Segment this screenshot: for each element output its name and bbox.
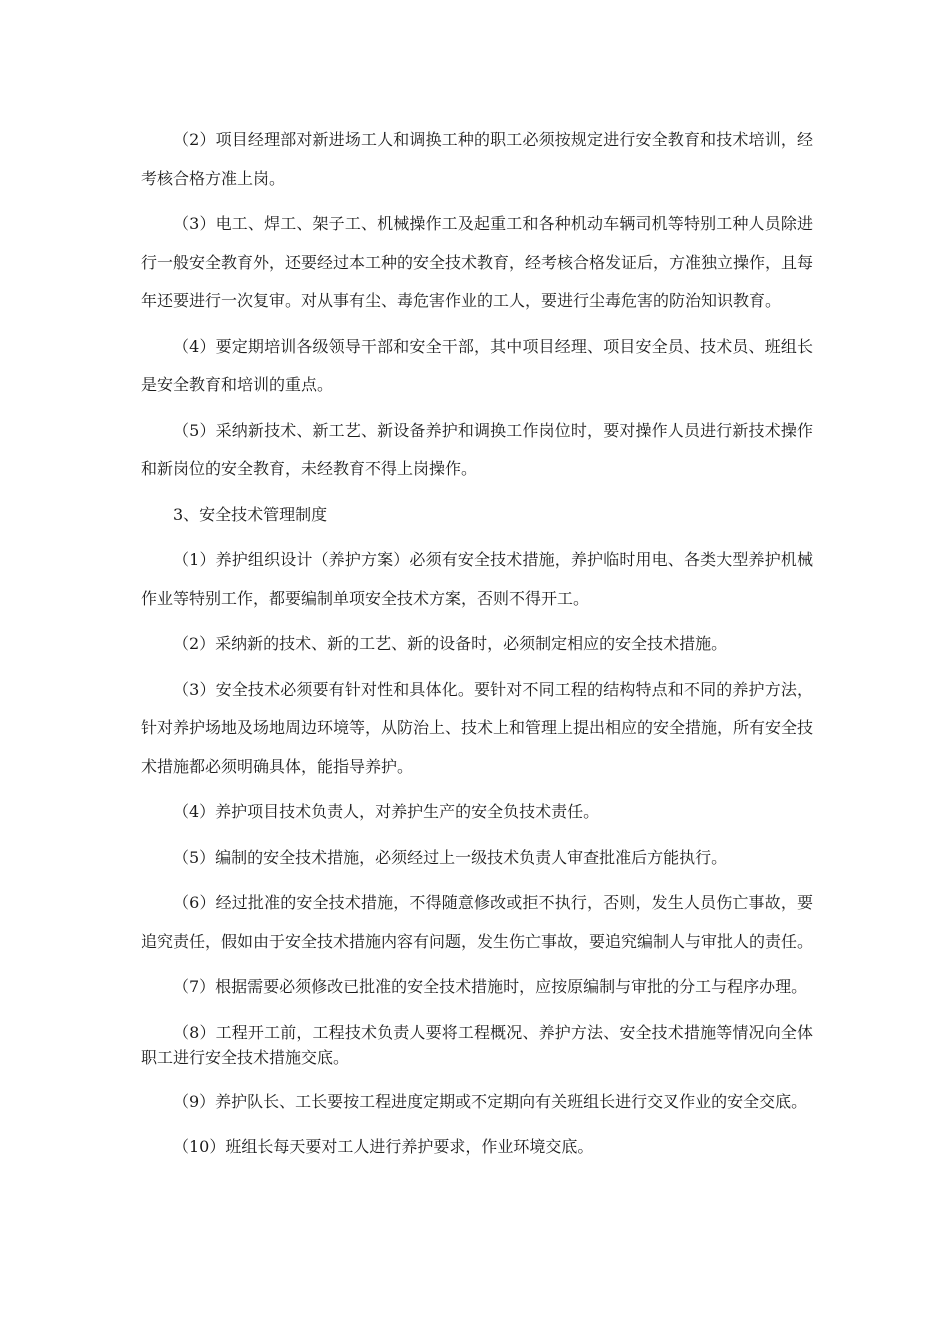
paragraph: （5）编制的安全技术措施，必须经过上一级技术负责人审查批准后方能执行。 (173, 847, 728, 867)
document-body (141, 121, 813, 1174)
paragraph: （3）电工、焊工、架子工、机械操作工及起重工和各种机动车辆司机等特别工种人员除进行一般安全教育外，还要经过本工种的安全技术教育，经考核合格发证后，方准独立操作，且每年还要进行一次复审。对从事有尘、毒危害作业的工人，要进行尘毒危害的防治知识教育。 (141, 214, 814, 310)
paragraph: （10）班组长每天要对工人进行养护要求，作业环境交底。 (173, 1137, 594, 1156)
paragraph: （7）根据需要必须修改已批准的安全技术措施时，应按原编制与审批的分工与程序办理。 (173, 977, 808, 996)
paragraph: （5）采纳新技术、新工艺、新设备养护和调换工作岗位时，要对操作人员进行新技术操作和新岗位的安全教育，未经教育不得上岗操作。 (141, 420, 813, 478)
paragraph: （2）采纳新的技术、新的工艺、新的设备时，必须制定相应的安全技术措施。 (173, 634, 728, 653)
paragraph: （4）要定期培训各级领导干部和安全干部，其中项目经理、项目安全员、技术员、班组长是安全教育和培训的重点。 (141, 336, 813, 394)
paragraph: （8）工程开工前，工程技术负责人要将工程概况、养护方法、安全技术措施等情况向全体职工进行安全技术措施交底。 (141, 1022, 813, 1067)
paragraph: （1）养护组织设计（养护方案）必须有安全技术措施，养护临时用电、各类大型养护机械作业等特别工作，都要编制单项安全技术方案，否则不得开工。 (141, 550, 813, 608)
paragraph: （9）养护队长、工长要按工程进度定期或不定期向有关班组长进行交叉作业的安全交底。 (173, 1091, 808, 1111)
paragraph: （4）养护项目技术负责人，对养护生产的安全负技术责任。 (173, 802, 600, 821)
section-heading: 3、安全技术管理制度 (173, 504, 328, 524)
paragraph: （3）安全技术必须要有针对性和具体化。要针对不同工程的结构特点和不同的养护方法，针对养护场地及场地周边环境等，从防治上、技术上和管理上提出相应的安全措施，所有安全技术措施都必须明确具体，能指导养护。 (141, 679, 814, 776)
paragraph: （6）经过批准的安全技术措施，不得随意修改或拒不执行，否则，发生人员伤亡事故，要追究责任，假如由于安全技术措施内容有问题，发生伤亡事故，要追究编制人与审批人的责任。 (141, 893, 814, 951)
paragraph: （2）项目经理部对新进场工人和调换工种的职工必须按规定进行安全教育和技术培训，经考核合格方准上岗。 (141, 130, 813, 188)
